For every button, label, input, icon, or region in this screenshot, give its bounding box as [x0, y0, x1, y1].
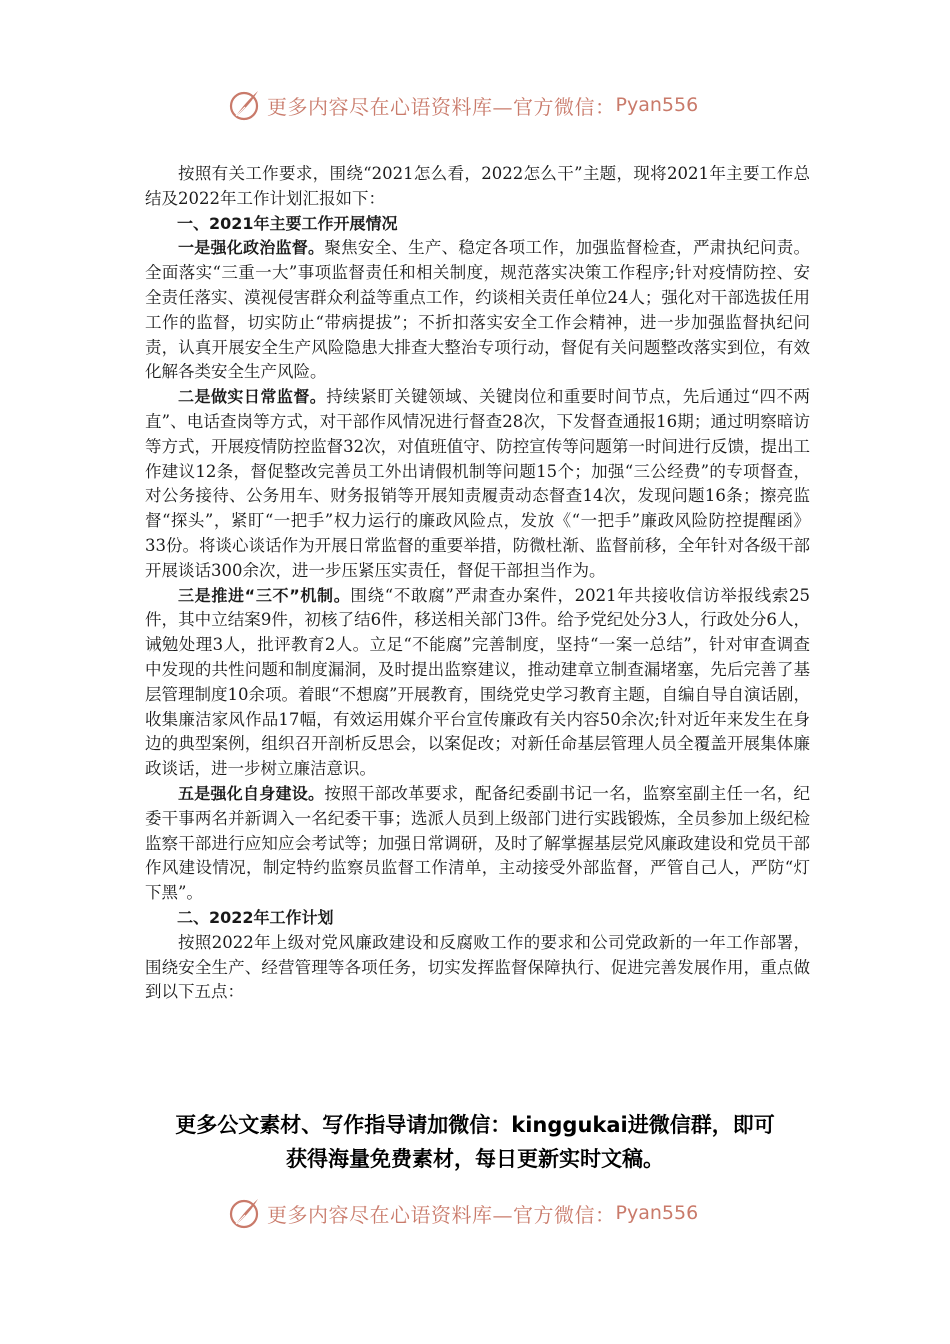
section-heading-2022: 二、2022年工作计划 [177, 907, 334, 927]
banner-wechat-id: Pyan556 [615, 94, 699, 116]
paragraph-body: 聚焦安全、生产、稳定各项工作，加强监督检查，严肃执纪问责。全面落实“三重一大”事项监督责任和相关制度，规范落实决策工作程序;针对疫情防控、安全责任落实、漠视侵害群众利益等重点工作，约谈相关责任单位24人；强化对干部选拔任用工作的监督，切实防止“带病提拔”；不折扣落实安全工作会精神，进一步加强监督执纪问责，认真开展安全生产风险隐患大排查大整治专项行动，督促有关问题整改落实到位，有效化解各类安全生产风险。 [145, 238, 810, 382]
paragraph-body: 按照干部改革要求，配备纪委副书记一名，监察室副主任一名，纪委干事两名并新调入一名纪委干事；选派人员到上级部门进行实践锻炼，全员参加上级纪检监察干部进行应知应会考试等；加强日常调研，及时了解掌握基层党风廉政建设和党员干部作风建设情况，制定特约监察员监督工作清单，主动接受外部监督，严管自己人，严防“灯下黑”。 [145, 783, 810, 903]
header-watermark-banner [0, 85, 950, 125]
promo-line-1: 更多公文素材、写作指导请加微信：kinggukai进微信群，即可 [175, 1113, 775, 1137]
paragraph-self-building [145, 782, 810, 906]
paragraph-lead: 五是强化自身建设。 [178, 783, 325, 803]
paragraph-three-no-mechanism [145, 584, 810, 782]
banner-wechat-id: Pyan556 [615, 1202, 699, 1224]
promo-line-2: 获得海量免费素材，每日更新实时文稿。 [286, 1147, 664, 1171]
paragraph-daily-supervision [145, 385, 810, 583]
paragraph-political-supervision [145, 236, 810, 385]
document-body [145, 162, 810, 1005]
promo-notice [120, 1108, 830, 1176]
banner-text: 更多内容尽在心语资料库—官方微信： [267, 94, 616, 119]
paragraph-body: 围绕“不敢腐”严肃查办案件，2021年共接收信访举报线索25件，其中立结案9件，初核了结6件，移送相关部门3件。给予党纪处分3人，行政处分6人，诫勉处理3人，批评教育2人。立足“不能腐”完善制度，坚持“一案一总结”，针对审查调查中发现的共性问题和制度漏洞，及时提出监察建议，推动建章立制查漏堵塞，先后完善了基层管理制度10余项。着眼“不想腐”开展教育，围绕党史学习教育主题，自编自导自演话剧，收集廉洁家风作品17幅，有效运用媒介平台宣传廉政有关内容50余次;针对近年来发生在身边的典型案例，组织召开剖析反思会，以案促改；对新任命基层管理人员全覆盖开展集体廉政谈话，进一步树立廉洁意识。 [145, 585, 810, 779]
paragraph-body: 持续紧盯关键领域、关键岗位和重要时间节点，先后通过“四不两直”、电话查岗等方式，对干部作风情况进行督查28次，下发督查通报16期；通过明察暗访等方式，开展疫情防控监督32次，对值班值守、防控宣传等问题第一时间进行反馈，提出工作建议12条，督促整改完善员工外出请假机制等问题15个；加强“三公经费”的专项督查，对公务接待、公务用车、财务报销等开展知责履责动态督查14次，发现问题16条；擦亮监督“探头”，紧盯“一把手”权力运行的廉政风险点，发放《“一把手”廉政风险防控提醒函》33份。将谈心谈话作为开展日常监督的重要举措，防微杜渐、监督前移，全年针对各级干部开展谈话300余次，进一步压紧压实责任，督促干部担当作为。 [145, 387, 810, 580]
quill-logo-icon [227, 1195, 263, 1231]
plan-intro-paragraph: 按照2022年上级对党风廉政建设和反腐败工作的要求和公司党政新的一年工作部署，围绕安全生产、经营管理等各项任务，切实发挥监督保障执行、促进完善发展作用，重点做到以下五点： [145, 932, 810, 1002]
footer-watermark-banner [0, 1193, 950, 1233]
section-heading-2021: 一、2021年主要工作开展情况 [177, 213, 398, 233]
paragraph-lead: 一是强化政治监督。 [178, 238, 325, 258]
intro-paragraph: 按照有关工作要求，围绕“2021怎么看，2022怎么干”主题，现将2021年主要工作总结及2022年工作计划汇报如下： [145, 164, 810, 208]
paragraph-lead: 三是推进“三不”机制。 [178, 585, 351, 605]
quill-logo-icon [227, 87, 263, 123]
paragraph-lead: 二是做实日常监督。 [178, 387, 327, 407]
banner-text: 更多内容尽在心语资料库—官方微信： [267, 1202, 616, 1227]
